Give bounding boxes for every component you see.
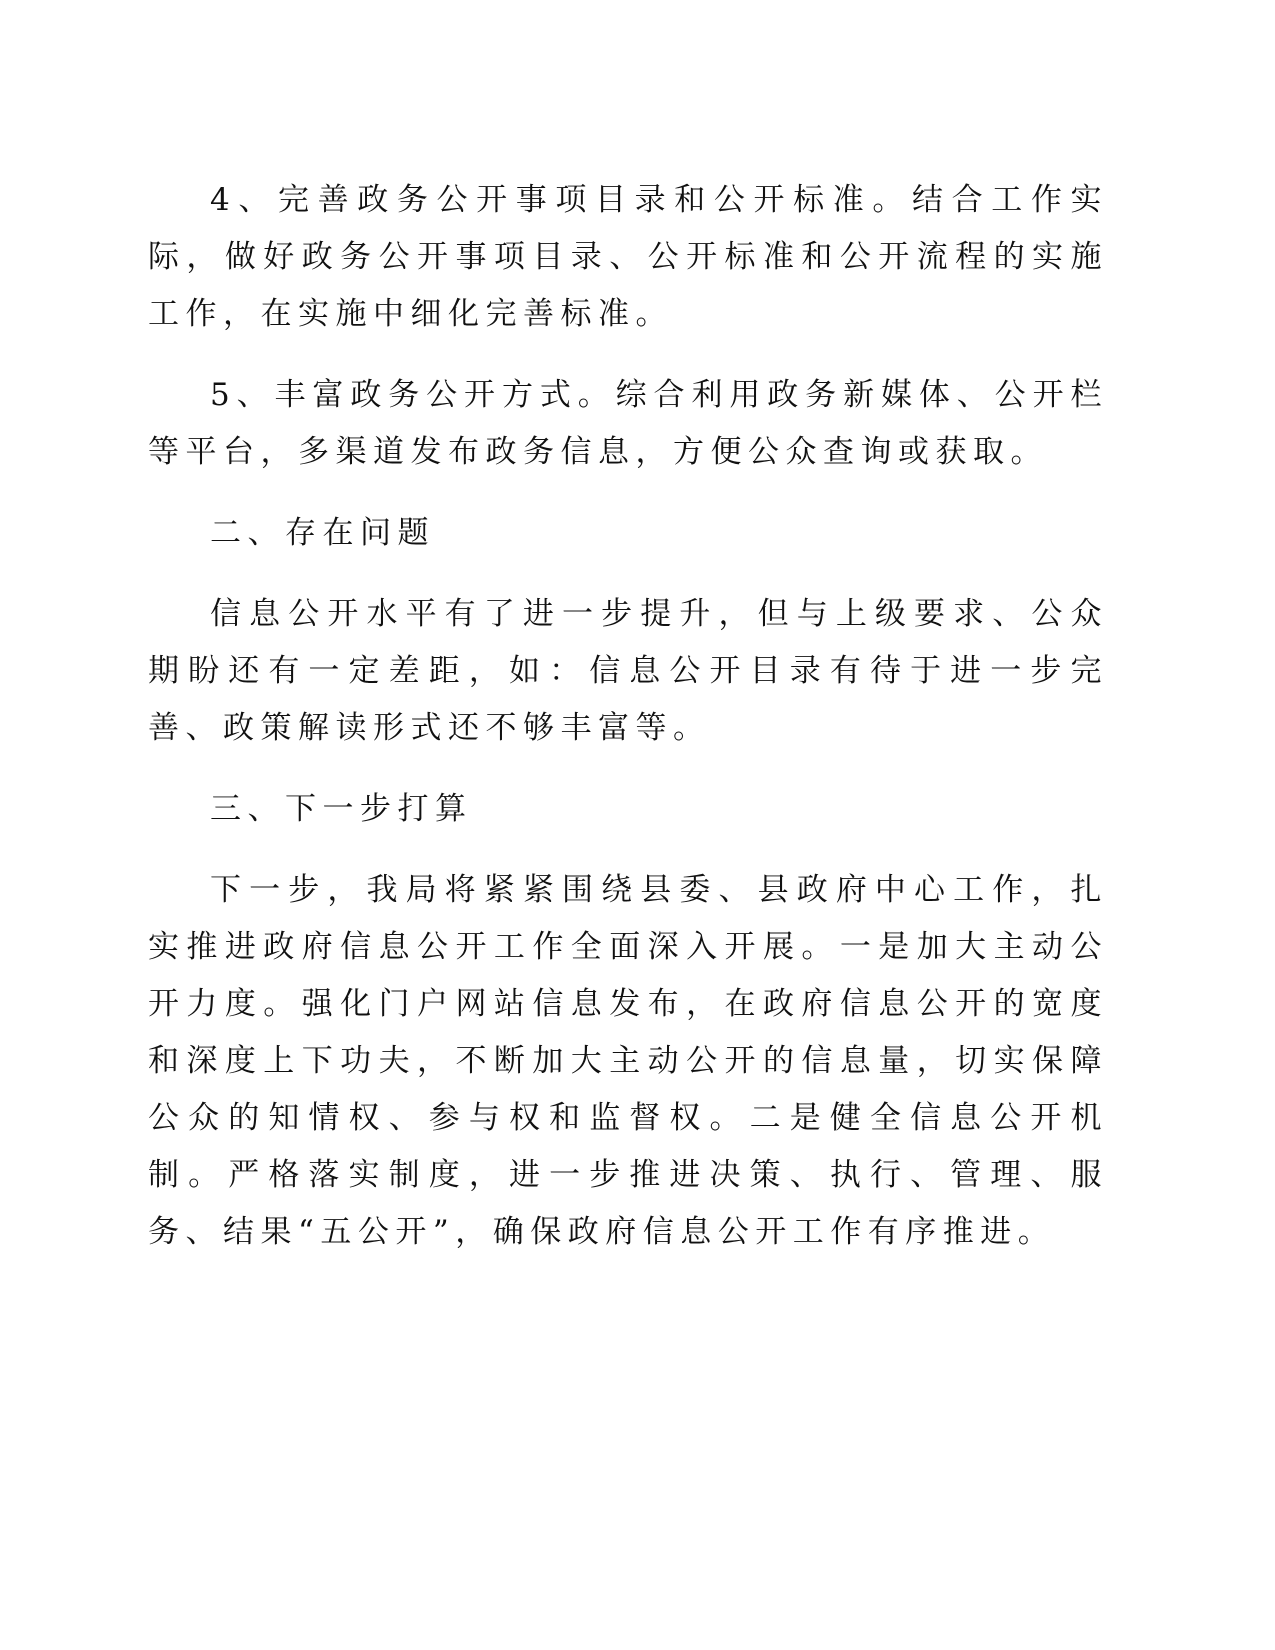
paragraph-next-steps: 下一步，我局将紧紧围绕县委、县政府中心工作，扎实推进政府信息公开工作全面深入开展。一是加大主动公开力度。强化门户网站信息发布，在政府信息公开的宽度和深度上下功夫，不断加大主动公开的信息量，切实保障公众的知情权、参与权和监督权。二是健全信息公开机制。严格落实制度，进一步推进决策、执行、管理、服务、结果“五公开”，确保政府信息公开工作有序推进。 bbox=[148, 872, 1108, 1250]
paragraph-problems: 信息公开水平有了进一步提升，但与上级要求、公众期盼还有一定差距，如：信息公开目录有待于进一步完善、政策解读形式还不够丰富等。 bbox=[148, 596, 1108, 746]
document-page bbox=[148, 172, 1108, 1285]
paragraph-item-5-channels: 5、丰富政务公开方式。综合利用政务新媒体、公开栏等平台，多渠道发布政务信息，方便公众查询或获取。 bbox=[148, 377, 1108, 470]
paragraph-item-4-catalog: 4、完善政务公开事项目录和公开标准。结合工作实际，做好政务公开事项目录、公开标准和公开流程的实施工作，在实施中细化完善标准。 bbox=[148, 182, 1108, 332]
section-heading-next-steps: 三、下一步打算 bbox=[210, 791, 473, 827]
section-heading-problems: 二、存在问题 bbox=[210, 515, 435, 551]
